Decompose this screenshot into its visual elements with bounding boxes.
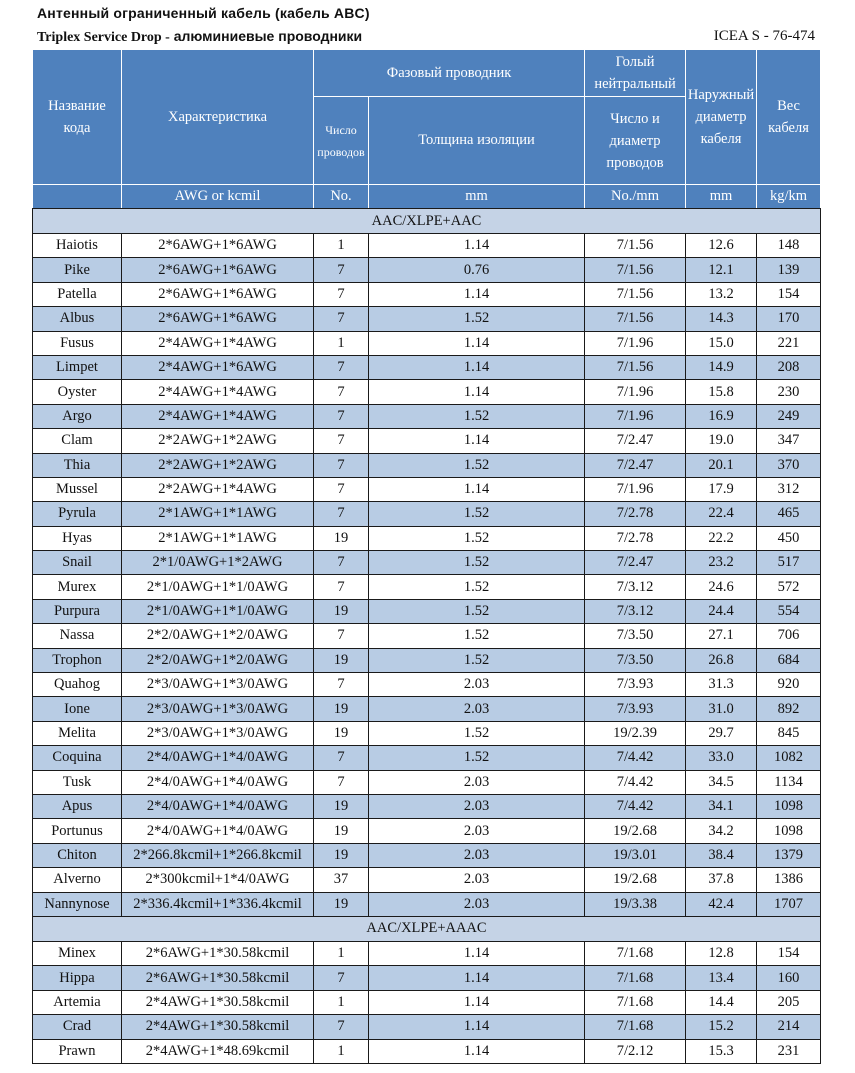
- cell-wire-count: 19: [314, 819, 369, 843]
- cell-wire-count: 37: [314, 868, 369, 892]
- cell-code-name: Nassa: [33, 624, 122, 648]
- cell-code-name: Quahog: [33, 673, 122, 697]
- cell-code-name: Coquina: [33, 746, 122, 770]
- cell-wire-count: 7: [314, 746, 369, 770]
- table-row: [33, 868, 821, 892]
- cell-neutral: 7/1.56: [585, 234, 686, 258]
- cell-weight: 221: [757, 331, 821, 355]
- cell-wire-count: 7: [314, 429, 369, 453]
- unit-insulation: mm: [369, 185, 585, 209]
- cell-neutral: 7/2.47: [585, 453, 686, 477]
- table-row: [33, 258, 821, 282]
- cell-code-name: Nannynose: [33, 892, 122, 916]
- cell-wire-count: 7: [314, 966, 369, 990]
- cell-outer-diameter: 24.4: [686, 599, 757, 623]
- cell-code-name: Clam: [33, 429, 122, 453]
- cell-code-name: Argo: [33, 404, 122, 428]
- cell-weight: 684: [757, 648, 821, 672]
- cell-insulation: 2.03: [369, 673, 585, 697]
- cell-characteristic: 2*1AWG+1*1AWG: [122, 526, 314, 550]
- cell-insulation: 1.14: [369, 966, 585, 990]
- cell-insulation: 1.14: [369, 1039, 585, 1063]
- cell-outer-diameter: 15.0: [686, 331, 757, 355]
- cell-weight: 554: [757, 599, 821, 623]
- cell-outer-diameter: 23.2: [686, 551, 757, 575]
- cell-wire-count: 19: [314, 794, 369, 818]
- unit-neutral: No./mm: [585, 185, 686, 209]
- table-row: [33, 624, 821, 648]
- cell-weight: 370: [757, 453, 821, 477]
- section-row: [33, 209, 821, 234]
- cell-neutral: 7/2.78: [585, 502, 686, 526]
- unit-characteristic: AWG or kcmil: [122, 185, 314, 209]
- cell-neutral: 7/1.68: [585, 941, 686, 965]
- cell-weight: 1134: [757, 770, 821, 794]
- cell-outer-diameter: 42.4: [686, 892, 757, 916]
- cell-neutral: 7/1.68: [585, 966, 686, 990]
- cell-code-name: Murex: [33, 575, 122, 599]
- cell-wire-count: 1: [314, 990, 369, 1014]
- header-characteristic: Характеристика: [122, 50, 314, 185]
- cell-characteristic: 2*3/0AWG+1*3/0AWG: [122, 697, 314, 721]
- cell-insulation: 1.52: [369, 648, 585, 672]
- cell-outer-diameter: 14.9: [686, 355, 757, 379]
- cell-characteristic: 2*2AWG+1*2AWG: [122, 453, 314, 477]
- cell-weight: 347: [757, 429, 821, 453]
- cell-weight: 154: [757, 282, 821, 306]
- cell-neutral: 7/1.96: [585, 331, 686, 355]
- cell-insulation: 1.14: [369, 234, 585, 258]
- cell-characteristic: 2*2/0AWG+1*2/0AWG: [122, 624, 314, 648]
- cell-code-name: Apus: [33, 794, 122, 818]
- cell-neutral: 19/2.68: [585, 868, 686, 892]
- section-label: AAC/XLPE+AAC: [33, 209, 821, 234]
- cell-characteristic: 2*3/0AWG+1*3/0AWG: [122, 673, 314, 697]
- cell-insulation: 1.14: [369, 429, 585, 453]
- cell-weight: 706: [757, 624, 821, 648]
- cell-neutral: 7/1.96: [585, 477, 686, 501]
- cell-insulation: 1.52: [369, 721, 585, 745]
- header-weight: Вес кабеля: [757, 50, 821, 185]
- cell-insulation: 1.52: [369, 502, 585, 526]
- cell-neutral: 7/2.47: [585, 551, 686, 575]
- cell-weight: 517: [757, 551, 821, 575]
- cell-outer-diameter: 34.5: [686, 770, 757, 794]
- cell-outer-diameter: 34.2: [686, 819, 757, 843]
- cell-wire-count: 19: [314, 526, 369, 550]
- cell-insulation: 1.52: [369, 624, 585, 648]
- table-row: [33, 477, 821, 501]
- table-row: [33, 794, 821, 818]
- cell-wire-count: 7: [314, 1015, 369, 1039]
- cell-wire-count: 19: [314, 721, 369, 745]
- cell-code-name: Alverno: [33, 868, 122, 892]
- table-row: [33, 282, 821, 306]
- header-phase-conductor: Фазовый проводник: [314, 50, 585, 97]
- cell-outer-diameter: 14.4: [686, 990, 757, 1014]
- cell-weight: 231: [757, 1039, 821, 1063]
- cell-weight: 1098: [757, 794, 821, 818]
- cell-outer-diameter: 13.4: [686, 966, 757, 990]
- cell-neutral: 7/4.42: [585, 794, 686, 818]
- cell-characteristic: 2*4/0AWG+1*4/0AWG: [122, 794, 314, 818]
- table-row: [33, 941, 821, 965]
- cell-characteristic: 2*4AWG+1*6AWG: [122, 355, 314, 379]
- cell-code-name: Oyster: [33, 380, 122, 404]
- cell-characteristic: 2*4AWG+1*30.58kcmil: [122, 1015, 314, 1039]
- cell-code-name: Limpet: [33, 355, 122, 379]
- cell-code-name: Minex: [33, 941, 122, 965]
- cell-insulation: 1.14: [369, 477, 585, 501]
- table-header: [33, 50, 821, 209]
- cell-code-name: Hyas: [33, 526, 122, 550]
- cell-characteristic: 2*6AWG+1*6AWG: [122, 307, 314, 331]
- cell-weight: 214: [757, 1015, 821, 1039]
- cell-insulation: 1.52: [369, 599, 585, 623]
- cell-weight: 1098: [757, 819, 821, 843]
- cell-code-name: Pyrula: [33, 502, 122, 526]
- cell-outer-diameter: 29.7: [686, 721, 757, 745]
- table-row: [33, 331, 821, 355]
- cell-characteristic: 2*1/0AWG+1*1/0AWG: [122, 599, 314, 623]
- cell-insulation: 1.14: [369, 282, 585, 306]
- cell-characteristic: 2*4/0AWG+1*4/0AWG: [122, 770, 314, 794]
- subtitle-russian: алюминиевые проводники: [173, 28, 363, 44]
- cell-outer-diameter: 38.4: [686, 843, 757, 867]
- cell-neutral: 7/3.12: [585, 575, 686, 599]
- cell-weight: 1379: [757, 843, 821, 867]
- table-row: [33, 892, 821, 916]
- table-row: [33, 966, 821, 990]
- cell-wire-count: 7: [314, 404, 369, 428]
- cell-weight: 312: [757, 477, 821, 501]
- cell-neutral: 7/1.56: [585, 307, 686, 331]
- table-row: [33, 599, 821, 623]
- cell-outer-diameter: 22.2: [686, 526, 757, 550]
- document-subtitle: [37, 28, 815, 46]
- cell-insulation: 1.14: [369, 990, 585, 1014]
- cell-neutral: 7/3.93: [585, 697, 686, 721]
- cell-insulation: 1.14: [369, 380, 585, 404]
- cell-wire-count: 19: [314, 599, 369, 623]
- cell-outer-diameter: 15.8: [686, 380, 757, 404]
- subtitle-english: Triplex Service Drop -: [37, 30, 170, 45]
- cell-weight: 160: [757, 966, 821, 990]
- cell-characteristic: 2*2/0AWG+1*2/0AWG: [122, 648, 314, 672]
- cell-weight: 170: [757, 307, 821, 331]
- cell-wire-count: 1: [314, 941, 369, 965]
- cell-characteristic: 2*1/0AWG+1*1/0AWG: [122, 575, 314, 599]
- cell-weight: 208: [757, 355, 821, 379]
- cell-code-name: Portunus: [33, 819, 122, 843]
- cell-wire-count: 19: [314, 648, 369, 672]
- cell-wire-count: 7: [314, 673, 369, 697]
- cell-characteristic: 2*1AWG+1*1AWG: [122, 502, 314, 526]
- cell-wire-count: 19: [314, 697, 369, 721]
- cell-weight: 450: [757, 526, 821, 550]
- table-row: [33, 234, 821, 258]
- cell-wire-count: 7: [314, 575, 369, 599]
- cell-wire-count: 7: [314, 453, 369, 477]
- cell-weight: 1082: [757, 746, 821, 770]
- cell-code-name: Fusus: [33, 331, 122, 355]
- cell-weight: 205: [757, 990, 821, 1014]
- cell-wire-count: 7: [314, 770, 369, 794]
- cell-insulation: 2.03: [369, 843, 585, 867]
- cell-characteristic: 2*6AWG+1*6AWG: [122, 234, 314, 258]
- cell-outer-diameter: 34.1: [686, 794, 757, 818]
- cell-weight: 572: [757, 575, 821, 599]
- cell-outer-diameter: 31.3: [686, 673, 757, 697]
- cell-characteristic: 2*4AWG+1*4AWG: [122, 331, 314, 355]
- cell-outer-diameter: 12.1: [686, 258, 757, 282]
- cell-wire-count: 7: [314, 502, 369, 526]
- cell-weight: 892: [757, 697, 821, 721]
- cell-characteristic: 2*3/0AWG+1*3/0AWG: [122, 721, 314, 745]
- cell-weight: 1386: [757, 868, 821, 892]
- table-row: [33, 404, 821, 428]
- cell-wire-count: 7: [314, 624, 369, 648]
- cell-outer-diameter: 15.2: [686, 1015, 757, 1039]
- cell-characteristic: 2*300kcmil+1*4/0AWG: [122, 868, 314, 892]
- cell-outer-diameter: 27.1: [686, 624, 757, 648]
- cell-code-name: Pike: [33, 258, 122, 282]
- header-wire-count: Число проводов: [314, 97, 369, 185]
- cell-weight: 148: [757, 234, 821, 258]
- cell-outer-diameter: 26.8: [686, 648, 757, 672]
- cell-code-name: Purpura: [33, 599, 122, 623]
- cell-wire-count: 1: [314, 1039, 369, 1063]
- cell-characteristic: 2*6AWG+1*30.58kcmil: [122, 941, 314, 965]
- cell-wire-count: 19: [314, 892, 369, 916]
- cell-outer-diameter: 14.3: [686, 307, 757, 331]
- cell-neutral: 7/1.56: [585, 355, 686, 379]
- table-row: [33, 307, 821, 331]
- cell-characteristic: 2*4AWG+1*4AWG: [122, 380, 314, 404]
- cell-code-name: Artemia: [33, 990, 122, 1014]
- document-title: Антенный ограниченный кабель (кабель ABC): [37, 5, 370, 21]
- cell-outer-diameter: 12.6: [686, 234, 757, 258]
- cell-weight: 154: [757, 941, 821, 965]
- table-body: [33, 209, 821, 1064]
- cell-wire-count: 7: [314, 355, 369, 379]
- cell-insulation: 1.52: [369, 551, 585, 575]
- cell-code-name: Crad: [33, 1015, 122, 1039]
- cell-outer-diameter: 37.8: [686, 868, 757, 892]
- cell-outer-diameter: 17.9: [686, 477, 757, 501]
- cell-insulation: 2.03: [369, 794, 585, 818]
- cell-outer-diameter: 12.8: [686, 941, 757, 965]
- cell-code-name: Ione: [33, 697, 122, 721]
- cell-neutral: 19/2.68: [585, 819, 686, 843]
- cell-neutral: 7/1.68: [585, 1015, 686, 1039]
- table-row: [33, 551, 821, 575]
- table-row: [33, 697, 821, 721]
- table-row: [33, 453, 821, 477]
- cell-wire-count: 7: [314, 307, 369, 331]
- cell-code-name: Trophon: [33, 648, 122, 672]
- cell-wire-count: 7: [314, 477, 369, 501]
- cell-neutral: 7/4.42: [585, 746, 686, 770]
- cell-insulation: 1.52: [369, 526, 585, 550]
- cell-insulation: 2.03: [369, 697, 585, 721]
- cell-characteristic: 2*4AWG+1*30.58kcmil: [122, 990, 314, 1014]
- table-row: [33, 990, 821, 1014]
- cell-code-name: Tusk: [33, 770, 122, 794]
- table-row: [33, 843, 821, 867]
- cell-code-name: Hippa: [33, 966, 122, 990]
- cell-insulation: 1.14: [369, 331, 585, 355]
- cell-insulation: 1.14: [369, 1015, 585, 1039]
- table-row: [33, 819, 821, 843]
- cell-neutral: 7/3.50: [585, 648, 686, 672]
- cell-insulation: 2.03: [369, 770, 585, 794]
- unit-outer-diameter: mm: [686, 185, 757, 209]
- cell-wire-count: 7: [314, 258, 369, 282]
- cell-characteristic: 2*266.8kcmil+1*266.8kcmil: [122, 843, 314, 867]
- cell-insulation: 1.52: [369, 404, 585, 428]
- cell-code-name: Melita: [33, 721, 122, 745]
- cell-neutral: 19/3.38: [585, 892, 686, 916]
- cell-weight: 465: [757, 502, 821, 526]
- cell-neutral: 7/1.56: [585, 258, 686, 282]
- table-row: [33, 1015, 821, 1039]
- cell-outer-diameter: 33.0: [686, 746, 757, 770]
- cell-wire-count: 7: [314, 380, 369, 404]
- header-bare-neutral: Голый нейтральный: [585, 50, 686, 97]
- table-row: [33, 1039, 821, 1063]
- cell-neutral: 7/2.78: [585, 526, 686, 550]
- header-insulation-thickness: Толщина изоляции: [369, 97, 585, 185]
- cell-code-name: Mussel: [33, 477, 122, 501]
- cell-neutral: 7/1.56: [585, 282, 686, 306]
- cell-characteristic: 2*6AWG+1*6AWG: [122, 258, 314, 282]
- table-row: [33, 721, 821, 745]
- cell-code-name: Haiotis: [33, 234, 122, 258]
- cell-characteristic: 2*4AWG+1*48.69kcmil: [122, 1039, 314, 1063]
- cell-outer-diameter: 15.3: [686, 1039, 757, 1063]
- cell-insulation: 1.52: [369, 307, 585, 331]
- table-row: [33, 355, 821, 379]
- table-row: [33, 575, 821, 599]
- cell-outer-diameter: 16.9: [686, 404, 757, 428]
- cell-insulation: 2.03: [369, 892, 585, 916]
- cell-neutral: 7/3.12: [585, 599, 686, 623]
- cell-weight: 230: [757, 380, 821, 404]
- cell-outer-diameter: 20.1: [686, 453, 757, 477]
- cell-outer-diameter: 31.0: [686, 697, 757, 721]
- section-label: AAC/XLPE+AAAC: [33, 916, 821, 941]
- cell-outer-diameter: 22.4: [686, 502, 757, 526]
- table-row: [33, 526, 821, 550]
- cell-insulation: 1.52: [369, 575, 585, 599]
- cell-characteristic: 2*6AWG+1*30.58kcmil: [122, 966, 314, 990]
- cell-weight: 920: [757, 673, 821, 697]
- cell-insulation: 1.52: [369, 453, 585, 477]
- cell-characteristic: 2*4AWG+1*4AWG: [122, 404, 314, 428]
- cell-wire-count: 1: [314, 331, 369, 355]
- cell-wire-count: 1: [314, 234, 369, 258]
- table-row: [33, 673, 821, 697]
- cell-characteristic: 2*1/0AWG+1*2AWG: [122, 551, 314, 575]
- cell-code-name: Snail: [33, 551, 122, 575]
- subtitle-text: [37, 28, 362, 46]
- unit-code-empty: [33, 185, 122, 209]
- cell-code-name: Patella: [33, 282, 122, 306]
- cell-code-name: Prawn: [33, 1039, 122, 1063]
- cell-wire-count: 7: [314, 282, 369, 306]
- cell-characteristic: 2*4/0AWG+1*4/0AWG: [122, 746, 314, 770]
- cell-weight: 139: [757, 258, 821, 282]
- cell-characteristic: 2*4/0AWG+1*4/0AWG: [122, 819, 314, 843]
- cell-code-name: Albus: [33, 307, 122, 331]
- cell-neutral: 7/2.12: [585, 1039, 686, 1063]
- cell-neutral: 7/3.93: [585, 673, 686, 697]
- cell-insulation: 2.03: [369, 819, 585, 843]
- cell-insulation: 0.76: [369, 258, 585, 282]
- cell-neutral: 7/1.96: [585, 404, 686, 428]
- table-row: [33, 380, 821, 404]
- unit-weight: kg/km: [757, 185, 821, 209]
- cell-weight: 249: [757, 404, 821, 428]
- cell-characteristic: 2*6AWG+1*6AWG: [122, 282, 314, 306]
- cell-characteristic: 2*2AWG+1*4AWG: [122, 477, 314, 501]
- cell-wire-count: 7: [314, 551, 369, 575]
- cell-neutral: 19/2.39: [585, 721, 686, 745]
- cell-neutral: 7/1.96: [585, 380, 686, 404]
- cell-characteristic: 2*2AWG+1*2AWG: [122, 429, 314, 453]
- cell-neutral: 7/3.50: [585, 624, 686, 648]
- header-code-name: Название кода: [33, 50, 122, 185]
- header-neutral-count-diameter: Число и диаметр проводов: [585, 97, 686, 185]
- cable-spec-table: [32, 49, 821, 1064]
- table-row: [33, 770, 821, 794]
- cell-insulation: 1.14: [369, 355, 585, 379]
- unit-wire-count: No.: [314, 185, 369, 209]
- cell-neutral: 19/3.01: [585, 843, 686, 867]
- cell-outer-diameter: 19.0: [686, 429, 757, 453]
- table-row: [33, 502, 821, 526]
- cell-weight: 845: [757, 721, 821, 745]
- cell-insulation: 2.03: [369, 868, 585, 892]
- cell-characteristic: 2*336.4kcmil+1*336.4kcmil: [122, 892, 314, 916]
- section-row: [33, 916, 821, 941]
- cell-neutral: 7/2.47: [585, 429, 686, 453]
- cell-code-name: Chiton: [33, 843, 122, 867]
- header-outer-diameter: Наружный диаметр кабеля: [686, 50, 757, 185]
- cell-neutral: 7/1.68: [585, 990, 686, 1014]
- cell-insulation: 1.52: [369, 746, 585, 770]
- table-row: [33, 429, 821, 453]
- table-row: [33, 648, 821, 672]
- cell-insulation: 1.14: [369, 941, 585, 965]
- table-row: [33, 746, 821, 770]
- cell-code-name: Thia: [33, 453, 122, 477]
- cell-neutral: 7/4.42: [585, 770, 686, 794]
- cell-weight: 1707: [757, 892, 821, 916]
- cell-wire-count: 19: [314, 843, 369, 867]
- cell-outer-diameter: 24.6: [686, 575, 757, 599]
- cell-outer-diameter: 13.2: [686, 282, 757, 306]
- standard-label: ICEA S - 76-474: [713, 28, 815, 44]
